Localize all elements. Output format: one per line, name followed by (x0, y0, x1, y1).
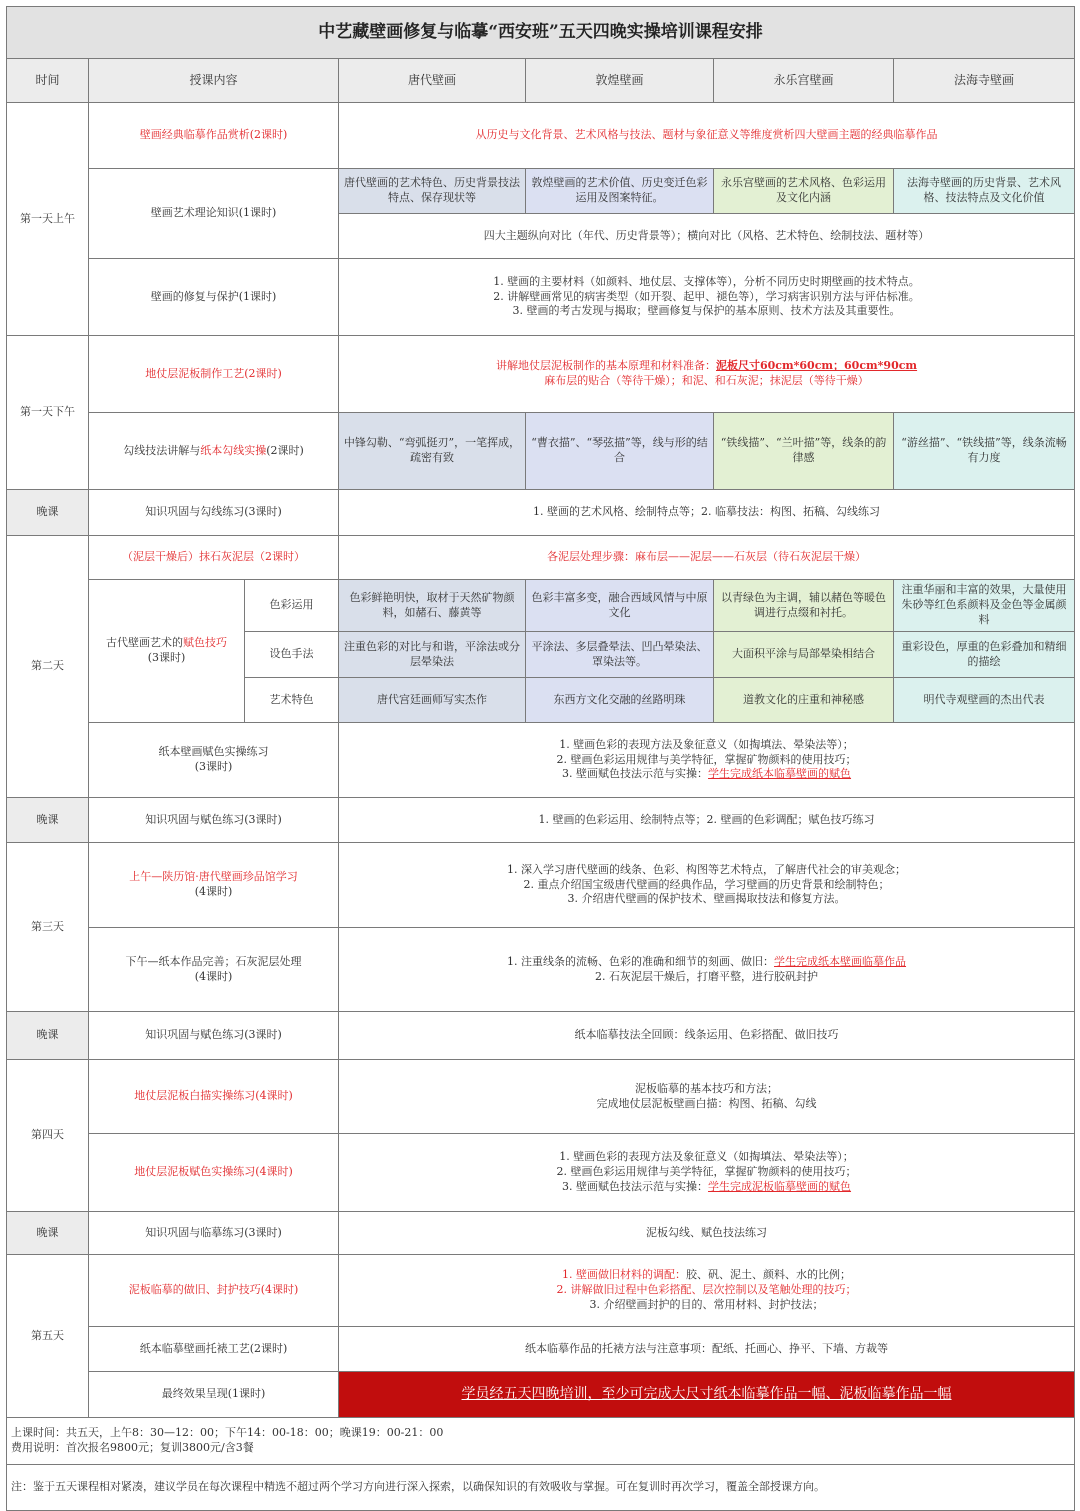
day3-museum-desc (339, 843, 1075, 928)
text-line: 1. 注重线条的流畅、色彩的准确和细节的刻画、做旧： (507, 954, 775, 968)
footer-info (7, 1418, 1075, 1465)
header-time: 时间 (7, 59, 89, 103)
day1am-theory-yongle: 永乐宫壁画的艺术风格、色彩运用及文化内涵 (714, 169, 894, 214)
time-evening-1: 晚课 (7, 490, 89, 536)
line-practice-highlight: 纸本勾线实操 (200, 443, 267, 457)
text-line: 1. 壁画色彩的表现方法及象征意义（如掏填法、晕染法等）； (559, 737, 854, 751)
day2-lime-label: （泥层干燥后）抹石灰泥层（2课时） (89, 536, 339, 580)
day2-paper-coloring-label (89, 723, 339, 798)
text-line: 2. 壁画色彩运用规律与美学特征，掌握矿物颜料的使用技巧； (556, 752, 857, 766)
eve3-desc: 纸本临摹技法全回顾：线条运用、色彩搭配、做旧技巧 (339, 1012, 1075, 1060)
day3-finish-desc (339, 928, 1075, 1012)
text-line: (3课时) (194, 760, 233, 773)
eve1-label: 知识巩固与勾线练习(3课时) (89, 490, 339, 536)
day1pm-board-desc (339, 336, 1075, 413)
day2-art-feature-yongle: 道教文化的庄重和神秘感 (714, 678, 894, 723)
text-line: 3. 壁画的考古发现与揭取；壁画修复与保护的基本原则、技术方法及其重要性。 (512, 304, 901, 318)
day1am-theory-fahai: 法海寺壁画的历史背景、艺术风格、技法特点及文化价值 (894, 169, 1075, 214)
day3-museum-label (89, 843, 339, 928)
day1am-theory-compare: 四大主题纵向对比（年代、历史背景等）；横向对比（风格、艺术特色、绘制技法、题材等） (339, 214, 1075, 259)
day2-color-method-yongle: 大面积平涂与局部晕染相结合 (714, 632, 894, 678)
text-line: 麻布层的贴合（等待干燥）；和泥、和石灰泥；抹泥层（等待干燥） (544, 374, 869, 387)
time-day1-afternoon: 第一天下午 (7, 336, 89, 490)
time-evening-4: 晚课 (7, 1212, 89, 1255)
page-title: 中艺藏壁画修复与临摹“西安班”五天四晚实操培训课程安排 (7, 7, 1075, 59)
day1am-theory-label: 壁画艺术理论知识(1课时) (89, 169, 339, 259)
day2-color-use-dunhuang: 色彩丰富多变，融合西域风情与中原文化 (526, 580, 714, 632)
time-evening-2: 晚课 (7, 798, 89, 843)
day2-color-method-fahai: 重彩设色，厚重的色彩叠加和精细的描绘 (894, 632, 1075, 678)
board-size-highlight: 泥板尺寸60cm*60cm；60cm*90cm (715, 359, 918, 373)
text-line: 1. 深入学习唐代壁画的线条、色彩、构图等艺术特点，了解唐代社会的审美观念； (507, 862, 907, 876)
eve1-desc: 1. 壁画的艺术风格、绘制特点等；2. 临摹技法：构图、拓稿、勾线练习 (339, 490, 1075, 536)
day2-color-method-dunhuang: 平涂法、多层叠晕法、凹凸晕染法、罩染法等。 (526, 632, 714, 678)
eve4-label: 知识巩固与临摹练习(3课时) (89, 1212, 339, 1255)
text-line: 讲解地仗层泥板制作的基本原理和材料准备： (495, 359, 716, 373)
time-evening-3: 晚课 (7, 1012, 89, 1060)
day2-color-use-tang: 色彩鲜艳明快，取材于天然矿物颜料，如赭石、藤黄等 (339, 580, 526, 632)
header-yongle: 永乐宫壁画 (714, 59, 894, 103)
text-line: 古代壁画艺术的 (106, 636, 183, 650)
text-line: 2. 壁画色彩运用规律与美学特征，掌握矿物颜料的使用技巧； (556, 1165, 857, 1179)
text-line: 1. 壁画做旧材料的调配： (562, 1268, 687, 1282)
header-content: 授课内容 (89, 59, 339, 103)
day5-mounting-label: 纸本临摹壁画托裱工艺(2课时) (89, 1327, 339, 1372)
text-line: 3. 壁画赋色技法示范与实操： (562, 767, 709, 781)
day1pm-line-dunhuang: “曹衣描”、“琴弦描”等，线与形的结合 (526, 413, 714, 490)
day1am-restoration-desc (339, 259, 1075, 336)
footer-note: 注：鉴于五天课程相对紧凑，建议学员在每次课程中精选不超过两个学习方向进行深入探索，以确保知识的有效吸收与掌握。可在复训时再次学习，覆盖全部授课方向。 (7, 1465, 1075, 1511)
day3-finish-label (89, 928, 339, 1012)
day2-paper-coloring-desc (339, 723, 1075, 798)
text-line: 1. 壁画的主要材料（如颜料、地仗层、支撑体等），分析不同历史时期壁画的技术特点。 (493, 274, 920, 288)
day2-sub-color-method: 设色手法 (245, 632, 339, 678)
day1pm-line-tang: 中锋勾勒、“弯弧挺刃”，一笔挥成，疏密有致 (339, 413, 526, 490)
text-line: 上午—陕历馆·唐代壁画珍品馆学习 (129, 870, 298, 884)
text-line: 泥板临摹的基本技巧和方法； (635, 1081, 779, 1095)
eve3-label: 知识巩固与赋色练习(3课时) (89, 1012, 339, 1060)
text-line: 1. 壁画色彩的表现方法及象征意义（如掏填法、晕染法等）； (559, 1150, 854, 1164)
day5-aging-label: 泥板临摹的做旧、封护技巧(4课时) (89, 1255, 339, 1327)
day1am-theory-dunhuang: 敦煌壁画的艺术价值、历史变迁色彩运用及图案特征。 (526, 169, 714, 214)
text-line: 3. 介绍壁画封护的目的、常用材料、封护技法； (589, 1297, 824, 1311)
text-line: (4课时) (194, 885, 233, 898)
eve2-desc: 1. 壁画的色彩运用、绘制特点等；2. 壁画的色彩调配；赋色技巧练习 (339, 798, 1075, 843)
student-task-highlight: 学生完成纸本壁画临摹作品 (774, 954, 907, 968)
day1am-restoration-label: 壁画的修复与保护(1课时) (89, 259, 339, 336)
text-line: 2. 重点介绍国宝级唐代壁画的经典作品，学习壁画的历史背景和绘制特色； (523, 877, 890, 891)
day5-aging-desc (339, 1255, 1075, 1327)
text-line: 3. 介绍唐代壁画的保护技术、壁画揭取技法和修复方法。 (567, 892, 846, 906)
time-day5: 第五天 (7, 1255, 89, 1418)
time-day2: 第二天 (7, 536, 89, 798)
text-line: 完成地仗层泥板壁画白描：构图、拓稿、勾线 (596, 1096, 817, 1110)
eve4-desc: 泥板勾线、赋色技法练习 (339, 1212, 1075, 1255)
day1pm-board-label: 地仗层泥板制作工艺(2课时) (89, 336, 339, 413)
day2-sub-art-feature: 艺术特色 (245, 678, 339, 723)
time-day3: 第三天 (7, 843, 89, 1012)
fee-info: 费用说明：首次报名9800元；复训3800元/含3餐 (11, 1441, 254, 1454)
day2-coloring-label (89, 580, 245, 723)
day2-lime-desc: 各泥层处理步骤：麻布层——泥层——石灰层（待石灰泥层干燥） (339, 536, 1075, 580)
text-line: (4课时) (194, 969, 233, 983)
course-schedule-table (6, 6, 1075, 1511)
text-line: (2课时) (266, 443, 304, 457)
text-line: 纸本壁画赋色实操练习 (158, 745, 269, 759)
day1am-classics-label: 壁画经典临摹作品赏析(2课时) (89, 103, 339, 169)
text-line: 下午—纸本作品完善；石灰泥层处理 (125, 954, 302, 968)
header-tang: 唐代壁画 (339, 59, 526, 103)
day2-color-method-tang: 注重色彩的对比与和谐，平涂法或分层晕染法 (339, 632, 526, 678)
header-fahai: 法海寺壁画 (894, 59, 1075, 103)
text-line: 勾线技法讲解与 (123, 443, 201, 457)
day2-art-feature-fahai: 明代寺观壁画的杰出代表 (894, 678, 1075, 723)
day4-coloring-label: 地仗层泥板赋色实操练习(4课时) (89, 1134, 339, 1212)
header-dunhuang: 敦煌壁画 (526, 59, 714, 103)
text-line: 胶、矾、泥土、颜料、水的比例； (686, 1268, 852, 1282)
day2-color-use-fahai: 注重华丽和丰富的效果，大量使用朱砂等红色系颜料及金色等金属颜料 (894, 580, 1075, 632)
day5-final-label: 最终效果呈现(1课时) (89, 1372, 339, 1418)
coloring-highlight: 赋色技巧 (183, 636, 227, 650)
text-line: 2. 讲解做旧过程中色彩搭配、层次控制以及笔触处理的技巧； (556, 1283, 857, 1297)
student-task-highlight: 学生完成泥板临摹壁画的赋色 (708, 1179, 852, 1193)
day2-sub-color-use: 色彩运用 (245, 580, 339, 632)
text-line: 2. 石灰泥层干燥后，打磨平整，进行胶矾封护 (595, 969, 819, 983)
text-line: 3. 壁画赋色技法示范与实操： (562, 1179, 709, 1193)
day1pm-line-yongle: “铁线描”、“兰叶描”等，线条的韵律感 (714, 413, 894, 490)
text-line: 2. 讲解壁画常见的病害类型（如开裂、起甲、褪色等），学习病害识别方法与评估标准。 (493, 289, 920, 303)
final-result-banner: 学员经五天四晚培训，至少可完成大尺寸纸本临摹作品一幅、泥板临摹作品一幅 (339, 1372, 1075, 1418)
time-day1-morning: 第一天上午 (7, 103, 89, 336)
student-task-highlight: 学生完成纸本临摹壁画的赋色 (708, 767, 852, 781)
day5-mounting-desc: 纸本临摹作品的托裱方法与注意事项：配纸、托画心、挣平、下墙、方裁等 (339, 1327, 1075, 1372)
time-day4: 第四天 (7, 1060, 89, 1212)
eve2-label: 知识巩固与赋色练习(3课时) (89, 798, 339, 843)
schedule-info: 上课时间：共五天，上午8：30—12：00；下午14：00-18：00；晚课19：00-21：00 (11, 1426, 444, 1440)
day1pm-line-label (89, 413, 339, 490)
day1am-theory-tang: 唐代壁画的艺术特色、历史背景技法特点、保存现状等 (339, 169, 526, 214)
text-line: (3课时) (147, 651, 186, 664)
day4-sketch-desc (339, 1060, 1075, 1134)
day1pm-line-fahai: “游丝描”、“铁线描”等，线条流畅有力度 (894, 413, 1075, 490)
day1am-classics-desc: 从历史与文化背景、艺术风格与技法、题材与象征意义等维度赏析四大壁画主题的经典临摹作品 (339, 103, 1075, 169)
day4-sketch-label: 地仗层泥板白描实操练习(4课时) (89, 1060, 339, 1134)
day4-coloring-desc (339, 1134, 1075, 1212)
day2-art-feature-dunhuang: 东西方文化交融的丝路明珠 (526, 678, 714, 723)
day2-color-use-yongle: 以青绿色为主调，辅以赭色等暖色调进行点缀和衬托。 (714, 580, 894, 632)
day2-art-feature-tang: 唐代宫廷画师写实杰作 (339, 678, 526, 723)
